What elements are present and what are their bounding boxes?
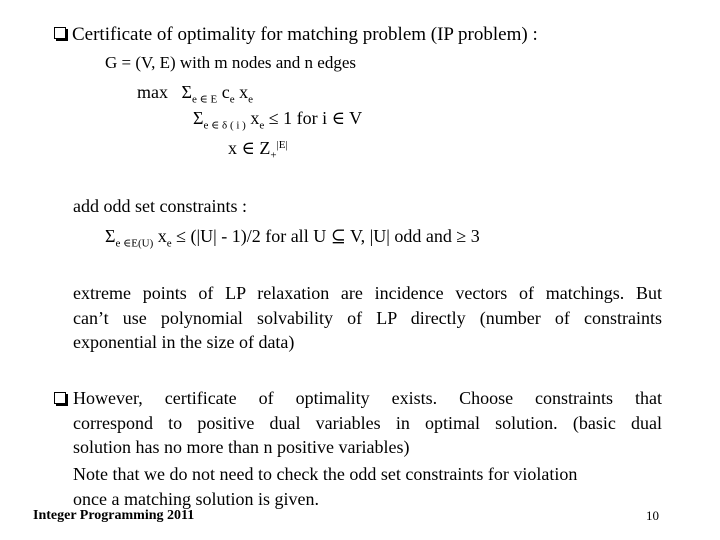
- objective-var: x: [234, 82, 249, 102]
- page-number: 10: [646, 508, 659, 523]
- paragraph-line: extreme points of LP relaxation are incidence vectors of matchings. But: [73, 283, 662, 303]
- extreme-points-paragraph: [73, 281, 662, 355]
- domain-plus: +: [270, 149, 277, 162]
- paragraph-line: Note that we do not need to check the odd set constraints for violation: [73, 464, 578, 484]
- odd-set-rest: ≤ (|U| - 1)/2 for all U ⊆ V, |U| odd and ≥ 3: [171, 226, 480, 246]
- odd-set-constraint: [105, 226, 480, 255]
- note-paragraph: [73, 462, 673, 511]
- objective-subscript: e ∈ E: [191, 93, 218, 106]
- odd-set-label: add odd set constraints :: [73, 196, 247, 216]
- odd-set-var: x: [153, 226, 167, 246]
- graph-definition: G = (V, E) with m nodes and n edges: [105, 53, 357, 72]
- objective-cost: c: [221, 82, 230, 102]
- sigma-symbol: Σ: [105, 226, 116, 246]
- paragraph-line: solution has no more than n positive variables): [73, 437, 410, 457]
- heading: Certificate of optimality for matching problem (IP problem) :: [72, 24, 538, 45]
- objective-line: [137, 82, 253, 111]
- domain-constraint: [228, 138, 288, 167]
- var-subscript: e: [166, 237, 172, 250]
- domain-superscript: |E|: [276, 139, 288, 151]
- constraint-var: x: [245, 108, 260, 128]
- odd-set-subscript: e ∈E(U): [115, 237, 154, 250]
- paragraph-line: can’t use polynomial solvability of LP directly (number of constraints: [73, 307, 662, 328]
- sigma-symbol: Σ: [181, 82, 192, 102]
- footer-label: Integer Programming 2011: [33, 508, 195, 523]
- sigma-symbol: Σ: [193, 108, 204, 128]
- certificate-paragraph: [73, 386, 662, 460]
- cost-subscript: e: [229, 93, 235, 106]
- max-label: max: [137, 82, 168, 102]
- constraint-rest: ≤ 1 for i ∈ V: [264, 108, 363, 128]
- var-subscript: e: [259, 119, 265, 132]
- paragraph-line: correspond to positive dual variables in optimal solution. (basic dual: [73, 412, 662, 433]
- paragraph-line: once a matching solution is given.: [73, 488, 319, 509]
- paragraph-line: However, certificate of optimality exists. Choose constraints that: [73, 388, 662, 408]
- bullet-icon: [54, 27, 66, 39]
- paragraph-line: exponential in the size of data): [73, 332, 295, 352]
- constraint-subscript: e ∈ δ ( i ): [203, 119, 246, 132]
- domain-prefix: x ∈ Z: [228, 138, 271, 158]
- degree-constraint: [193, 108, 362, 137]
- bullet-icon: [54, 392, 66, 404]
- var-subscript: e: [248, 93, 254, 106]
